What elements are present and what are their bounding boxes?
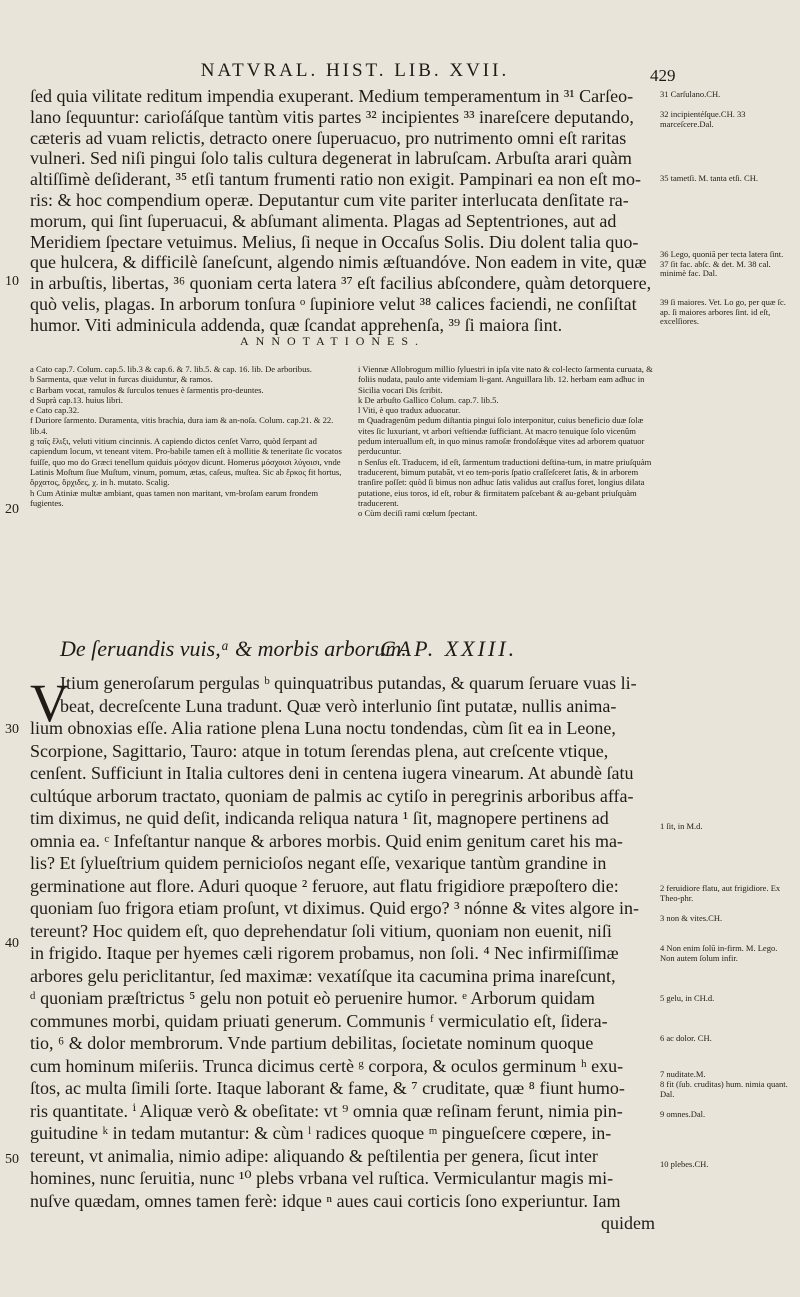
- text-line: nuſve quædam, omnes tamen ferè: idque ⁿ aues caui corticis ſono experiuntur. Iam: [30, 1190, 621, 1211]
- text-line: tim diximus, ne quid deſit, indicanda reliqua natura ¹ ſit, magnopere pertinens ad: [30, 808, 609, 828]
- annotation-item: f Duriore ſarmento. Duramenta, vitis brachia, dura iam & an-noſa. Colum. cap.21. & 22. lib.4.: [30, 415, 334, 436]
- text-line: humor. Viti adminicula addenda, quæ ſcandat apprehenſa, ³⁹ ſi maiora ſint.: [30, 314, 563, 335]
- text-line: cenſent. Sufficiunt in Italia cultores deni in centena iugera vinearum. At abundè ſatu: [30, 763, 634, 783]
- annotation-item: d Suprà cap.13. huius libri.: [30, 394, 123, 405]
- chapter-body: [30, 672, 655, 1235]
- margin-note: 1 ſit, in M.d.: [660, 821, 703, 831]
- text-line: que hulcera, & difficilè ſaneſcunt, algendo nimis æſtuandóve. Non eadem in vite, quæ: [30, 252, 647, 273]
- margin-note: 35 tametſi. M. tanta etſi. CH.: [660, 173, 758, 183]
- margin-note: 5 gelu, in CH.d.: [660, 993, 715, 1003]
- chapter-heading: [60, 636, 640, 662]
- margin-note: 6 ac dolor. CH.: [660, 1033, 712, 1043]
- text-line: lium obnoxias eſſe. Alia ratione plena Luna noctu tondendas, cùm ſit ea in Leone,: [30, 718, 616, 738]
- catchword: quidem: [601, 1213, 655, 1233]
- chapter-title: De ſeruandis vuis,ᵃ & morbis arborum.: [60, 636, 407, 661]
- text-line: cultúque arborum tractato, quoniam de palmis ac cytiſo in peregrinis arboribus affa-: [30, 785, 634, 806]
- margin-note: 32 incipientéſque.CH. 33 marceſcere.Dal.: [660, 109, 746, 129]
- margin-note: 31 Carſulano.CH.: [660, 89, 721, 99]
- annotation-item: o Cùm deciſi rami cœlum ſpectant.: [358, 508, 478, 519]
- margin-note: 3 non & vites.CH.: [660, 913, 723, 923]
- text-line: vulneri. Sed niſi pingui ſolo talis cultura degenerat in labruſcam. Arbuſta arari quàm: [30, 148, 632, 169]
- margin-note: 39 ſi maiores. Vet. Lo go, per quæ ſc. ap. ſi maiores arbores ſint. id eſt, excelſiores.: [660, 297, 786, 326]
- text-line: in frigido. Itaque per hyemes cæli rigorem probamus, non ſoli. ⁴ Nec infirmiſſimæ: [30, 943, 619, 963]
- text-line: guitudine ᵏ in tedam mutantur: & cùm ˡ radices quoque ᵐ pingueſcere cœpere, in-: [30, 1123, 612, 1143]
- text-line: ſtos, ac multa ſimili ſorte. Itaque laborant & fame, & ⁷ cruditate, quæ ⁸ fiunt humo-: [30, 1078, 625, 1098]
- line-number-50: 50: [5, 1152, 19, 1167]
- annotation-item: h Cum Atiniæ multæ ambiant, quas tamen non maritant, vm-broſam earum frondem fugientes.: [30, 487, 319, 508]
- annotation-item: a Cato cap.7. Colum. cap.5. lib.3 & cap.6. & 7. lib.5. & cap. 16. lib. De arboribus.: [30, 364, 312, 374]
- annotation-item: n Senſus eſt. Traducem, id eſt, ſarmentum traductioni deſtina-tum, in matre priuſquàm traducerent, bimum putabāt, vt eo tem-poris ſpatio craſſeſceret ſatis, & in arborem tranſire poſſet: quòd ſi bimus non adhuc ſatis validus aut craſſus foret, longius dilata putatione, eius toros, id eſt, robur & firmitatem paſcebant & au-gebant priuſquàm traducerent.: [358, 456, 652, 508]
- text-line: omnia ea. ᶜ Infeſtantur nanque & arbores morbis. Quid enim genitum caret his ma-: [30, 830, 623, 851]
- annotations-heading: ANNOTATIONES.: [240, 334, 426, 348]
- line-number-20: 20: [5, 502, 19, 517]
- text-line: altiſſimè deſiderant, ³⁵ etſi tantum frumenti ratio non exigit. Pampinari ea non eſt mo-: [30, 169, 642, 190]
- text-line: in arbuſtis, libertas, ³⁶ quoniam certa latera ³⁷ eſt facilius abſcondere, quàm detorquere,: [30, 273, 652, 294]
- text-line: germinatione aut flore. Aduri quoque ² feruore, aut flatu frigidiore præpoſtero die:: [30, 875, 619, 896]
- text-line: ᵈ quoniam præſtrictus ⁵ gelu non potuit eò peruenire humor. ᵉ Arborum quidam: [30, 988, 595, 1008]
- running-head: NATVRAL. HIST. LIB. XVII.: [200, 60, 510, 81]
- drop-cap: V: [30, 673, 69, 733]
- annotations-right-column: [358, 364, 658, 518]
- margin-note: 8 fit (ſub. cruditas) hum. nimia quant. Dal.: [660, 1079, 788, 1099]
- text-line: lis? Et ſylueſtrium quidem pernicioſos negant eſſe, vexarique tantùm grandine in: [30, 853, 607, 873]
- text-line: morum, qui ſint ſuperuacui, & abſumant alimenta. Plagas ad Septentriones, aut ad: [30, 210, 617, 231]
- margin-note: 9 omnes.Dal.: [660, 1109, 706, 1119]
- chapter-number: CAP. XXIII.: [380, 636, 518, 661]
- line-number-40: 40: [5, 936, 19, 951]
- margin-note: 10 plebes.CH.: [660, 1159, 709, 1169]
- annotations-left-column: [30, 364, 345, 508]
- text-line: quoniam ſuo frigora etiam proſunt, vt diximus. Quid ergo? ³ nónne & vites algore in-: [30, 898, 639, 918]
- text-line: homines, nunc ſeruitia, nunc ¹⁰ plebs vrbana vel ruſtica. Vermiculantur magis mi-: [30, 1168, 614, 1188]
- text-line: Scorpione, Sagittario, Tauro: atque in totum ſerendas plena, aut creſcente vtique,: [30, 740, 609, 761]
- page-number: 429: [650, 66, 676, 85]
- margin-note: 4 Non enim ſolū in-firm. M. Lego. Non autem ſolum infir.: [660, 943, 778, 963]
- text-line: Meridiem ſpectare vetuimus. Melius, ſi neque in Occaſus Solis. Diu dolent talia quo-: [30, 231, 639, 252]
- annotation-item: i Viennæ Allobrogum millio ſyluestri in ipſa vite nato & col-lecto ſarmenta curuata, & foliis nudata, paulo ante videmiam li-gant. Anguillara lib. 12. herbam eam adhuc in Sicilia vocari Dis ſcribit.: [358, 364, 653, 395]
- margin-note: 2 feruidiore flatu, aut frigidiore. Ex Theo-phr.: [660, 883, 781, 903]
- annotation-item: c Barbam vocat, ramulos & ſurculos tenues è ſarmentis pro-deuntes.: [30, 384, 264, 395]
- text-line: cæteris ad vuam relictis, detracto onere ſuperuacuo, pro nutrimento omni eſt raritas: [30, 127, 627, 148]
- annotation-item: l Viti, è quo tradux aduocatur.: [358, 405, 461, 416]
- line-number-30: 30: [5, 722, 19, 737]
- margin-note: 7 nuditate.M.: [660, 1069, 706, 1079]
- text-line: quò velis, plagas. In arborum tonſura ᵒ ſupiniore velut ³⁸ calices faciendi, ne conſiſtat: [30, 293, 637, 314]
- text-line: ris quantitate. ⁱ Aliquæ verò & obeſitate: vt ⁹ omnia quæ reſinam ferunt, nimia pin-: [30, 1100, 623, 1121]
- text-line: cum hominum miſeriis. Trunca dicimus certè ᵍ corpora, & oculos germinum ʰ exu-: [30, 1055, 624, 1076]
- margin-note: 36 Lego, quoniā per tecta latera ſint. 37 ſit fac. abſc. & det. M. 38 cal. minimè fac. Dal.: [660, 249, 784, 278]
- annotation-item: m Quadragenûm pedum diſtantia pingui ſolo interponitur, cuius beneficio duæ ſolæ vites ſic luxuriant, vt arbori veſtiendæ ſufficiant. At macro tenuique ſolo vicenûm pedum interuallum eſt, in quo minus ramoſæ frondoſǽque vites ad arborem quatuor perducuntur.: [358, 415, 645, 457]
- text-line: Itium generoſarum pergulas ᵇ quinquatribus putandas, & quarum ſeruare vuas li-: [60, 673, 637, 693]
- text-line: arbores gelu periclitantur, ſed maximæ: vexatíſque ita cacumina prima inareſcunt,: [30, 965, 616, 986]
- annotation-item: e Cato cap.32.: [30, 405, 80, 416]
- text-line: communes morbi, quidam priuati generum. Communis ᶠ vermiculatio eſt, ſidera-: [30, 1010, 608, 1031]
- annotation-item: g ταῖς ἕλιξι, veluti vitium cincinnis. A capiendo dictos cenſet Varro, quòd ſerpant ad capiendum locum, vt teneant vitem. Pro-babile tamen eſt à mollitie & teneritate ſic vocatos fuiſſe, quo mo do Græci tenellum quiduis μόσχον dicunt. Homerus μόσχοισι λύγοισι, vnde Latinis Moſtum ſiue Muſtum, vinum, pomum, ætas, caſeus, muſtea. Sic ab ἕρκος fit hortus, ὄρχατος, ὄρχιδες, χ. in h. mutato. Scalig.: [30, 436, 342, 488]
- line-number-10: 10: [5, 274, 19, 289]
- annotation-item: k De arbuſto Gallico Colum. cap.7. lib.5.: [358, 394, 499, 405]
- text-line: tereunt, vt animalia, nimio adipe: aliquando & peſtilentia per genera, ſicut inter: [30, 1145, 598, 1166]
- annotation-item: b Sarmenta, quæ velut in furcas diuiduntur, & ramos.: [30, 374, 213, 385]
- text-line: tio, ⁶ & dolor membrorum. Vnde partium debilitas, ſocietate nominum quoque: [30, 1033, 594, 1053]
- top-paragraph: [30, 86, 655, 336]
- text-line: tereunt? Hoc quidem eſt, quo deprehendatur ſoli vitium, quoniam non euenit, niſi: [30, 920, 612, 941]
- text-line: ris: & hoc compendium operæ. Deputantur cum vite pariter interlucata denſitate ra-: [30, 189, 629, 210]
- text-line: lano ſequuntur: carioſáſque tantùm vitis partes ³² incipientes ³³ inareſcere deputando,: [30, 106, 634, 127]
- text-line: ſed quia vilitate reditum impendia exuperant. Medium temperamentum in ³¹ Carſeo-: [30, 86, 634, 106]
- text-line: beat, decreſcente Luna tradunt. Quæ verò interlunio ſint putatæ, nullis anima-: [60, 695, 617, 716]
